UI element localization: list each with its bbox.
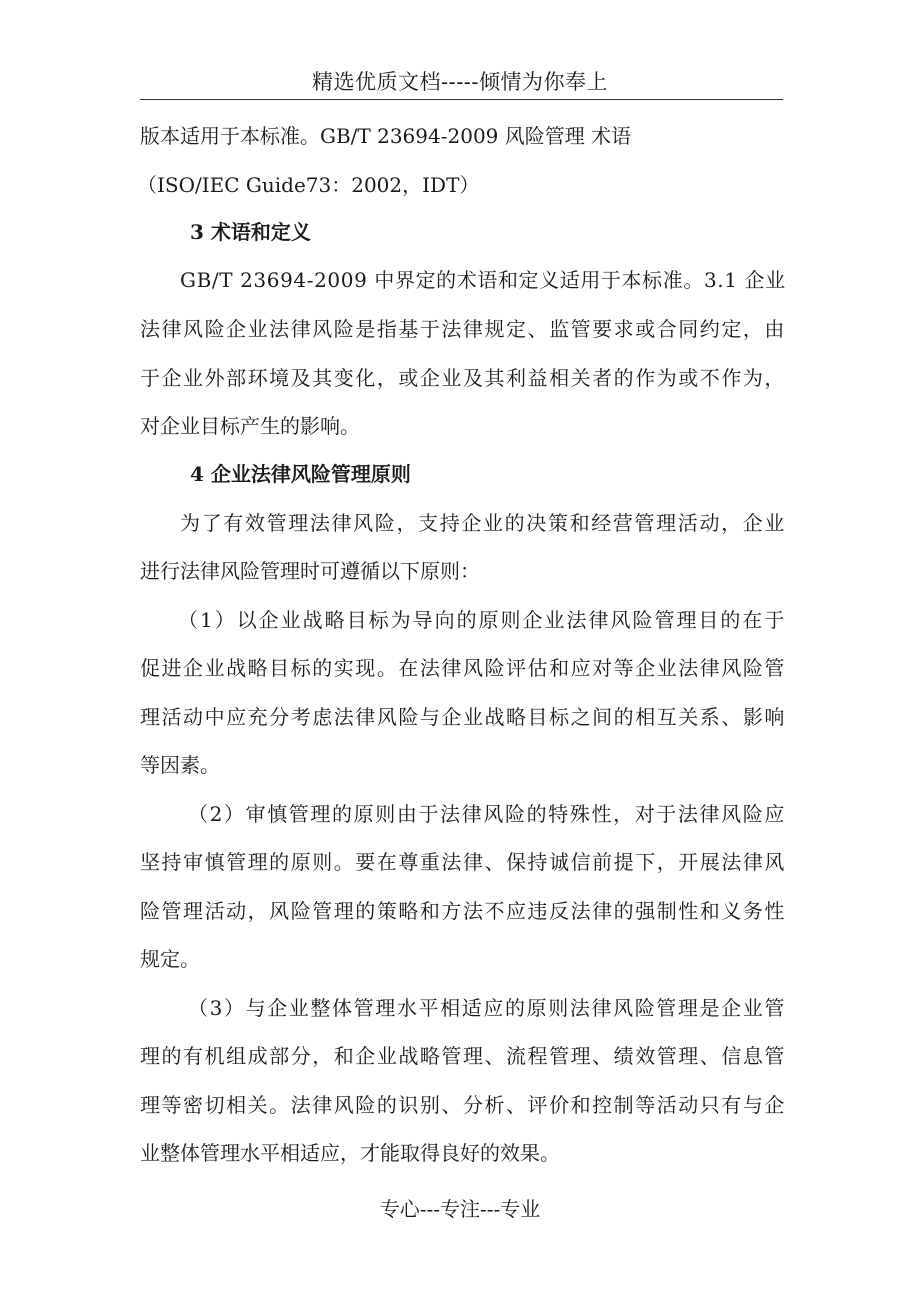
body-line: 法律风险企业法律风险是指基于法律规定、监管要求或合同约定，由 [140, 317, 785, 341]
body-line: （2）审慎管理的原则由于法律风险的特殊性，对于法律风险应 [188, 802, 785, 826]
body-line: GB/T 23694-2009 中界定的术语和定义适用于本标准。3.1 企业 [180, 268, 786, 292]
body-line: 坚持审慎管理的原则。要在尊重法律、保持诚信前提下，开展法律风 [140, 850, 785, 874]
body-line: 理的有机组成部分，和企业战略管理、流程管理、绩效管理、信息管 [140, 1044, 785, 1068]
body-line: 为了有效管理法律风险，支持企业的决策和经营管理活动，企业 [180, 511, 785, 535]
body-line: （ISO/IEC Guide73：2002，IDT） [137, 173, 480, 197]
body-line: 规定。 [140, 947, 200, 971]
body-line: 于企业外部环境及其变化，或企业及其利益相关者的作为或不作为， [140, 366, 785, 390]
body-line: 进行法律风险管理时可遵循以下原则： [140, 559, 480, 583]
body-line: 版本适用于本标准。GB/T 23694-2009 风险管理 术语 [140, 124, 632, 148]
body-line: 理等密切相关。法律风险的识别、分析、评价和控制等活动只有与企 [140, 1093, 785, 1117]
body-line: 对企业目标产生的影响。 [140, 414, 360, 438]
body-line: （3）与企业整体管理水平相适应的原则法律风险管理是企业管 [188, 996, 785, 1020]
body-line: 促进企业战略目标的实现。在法律风险评估和应对等企业法律风险管 [140, 656, 785, 680]
section-heading: 4 企业法律风险管理原则 [190, 462, 411, 486]
body-line: （1）以企业战略目标为导向的原则企业法律风险管理目的在于 [178, 608, 785, 632]
body-line: 理活动中应充分考虑法律风险与企业战略目标之间的相互关系、影响 [140, 705, 785, 729]
body-line: 业整体管理水平相适应，才能取得良好的效果。 [140, 1141, 560, 1165]
page-footer: 专心---专注---专业 [379, 1197, 541, 1221]
page-header: 精选优质文档-----倾情为你奉上 [312, 70, 608, 94]
section-heading: 3 术语和定义 [190, 220, 311, 244]
body-line: 险管理活动，风险管理的策略和方法不应违反法律的强制性和义务性 [140, 899, 785, 923]
body-line: 等因素。 [140, 753, 220, 777]
header-divider [140, 99, 783, 100]
